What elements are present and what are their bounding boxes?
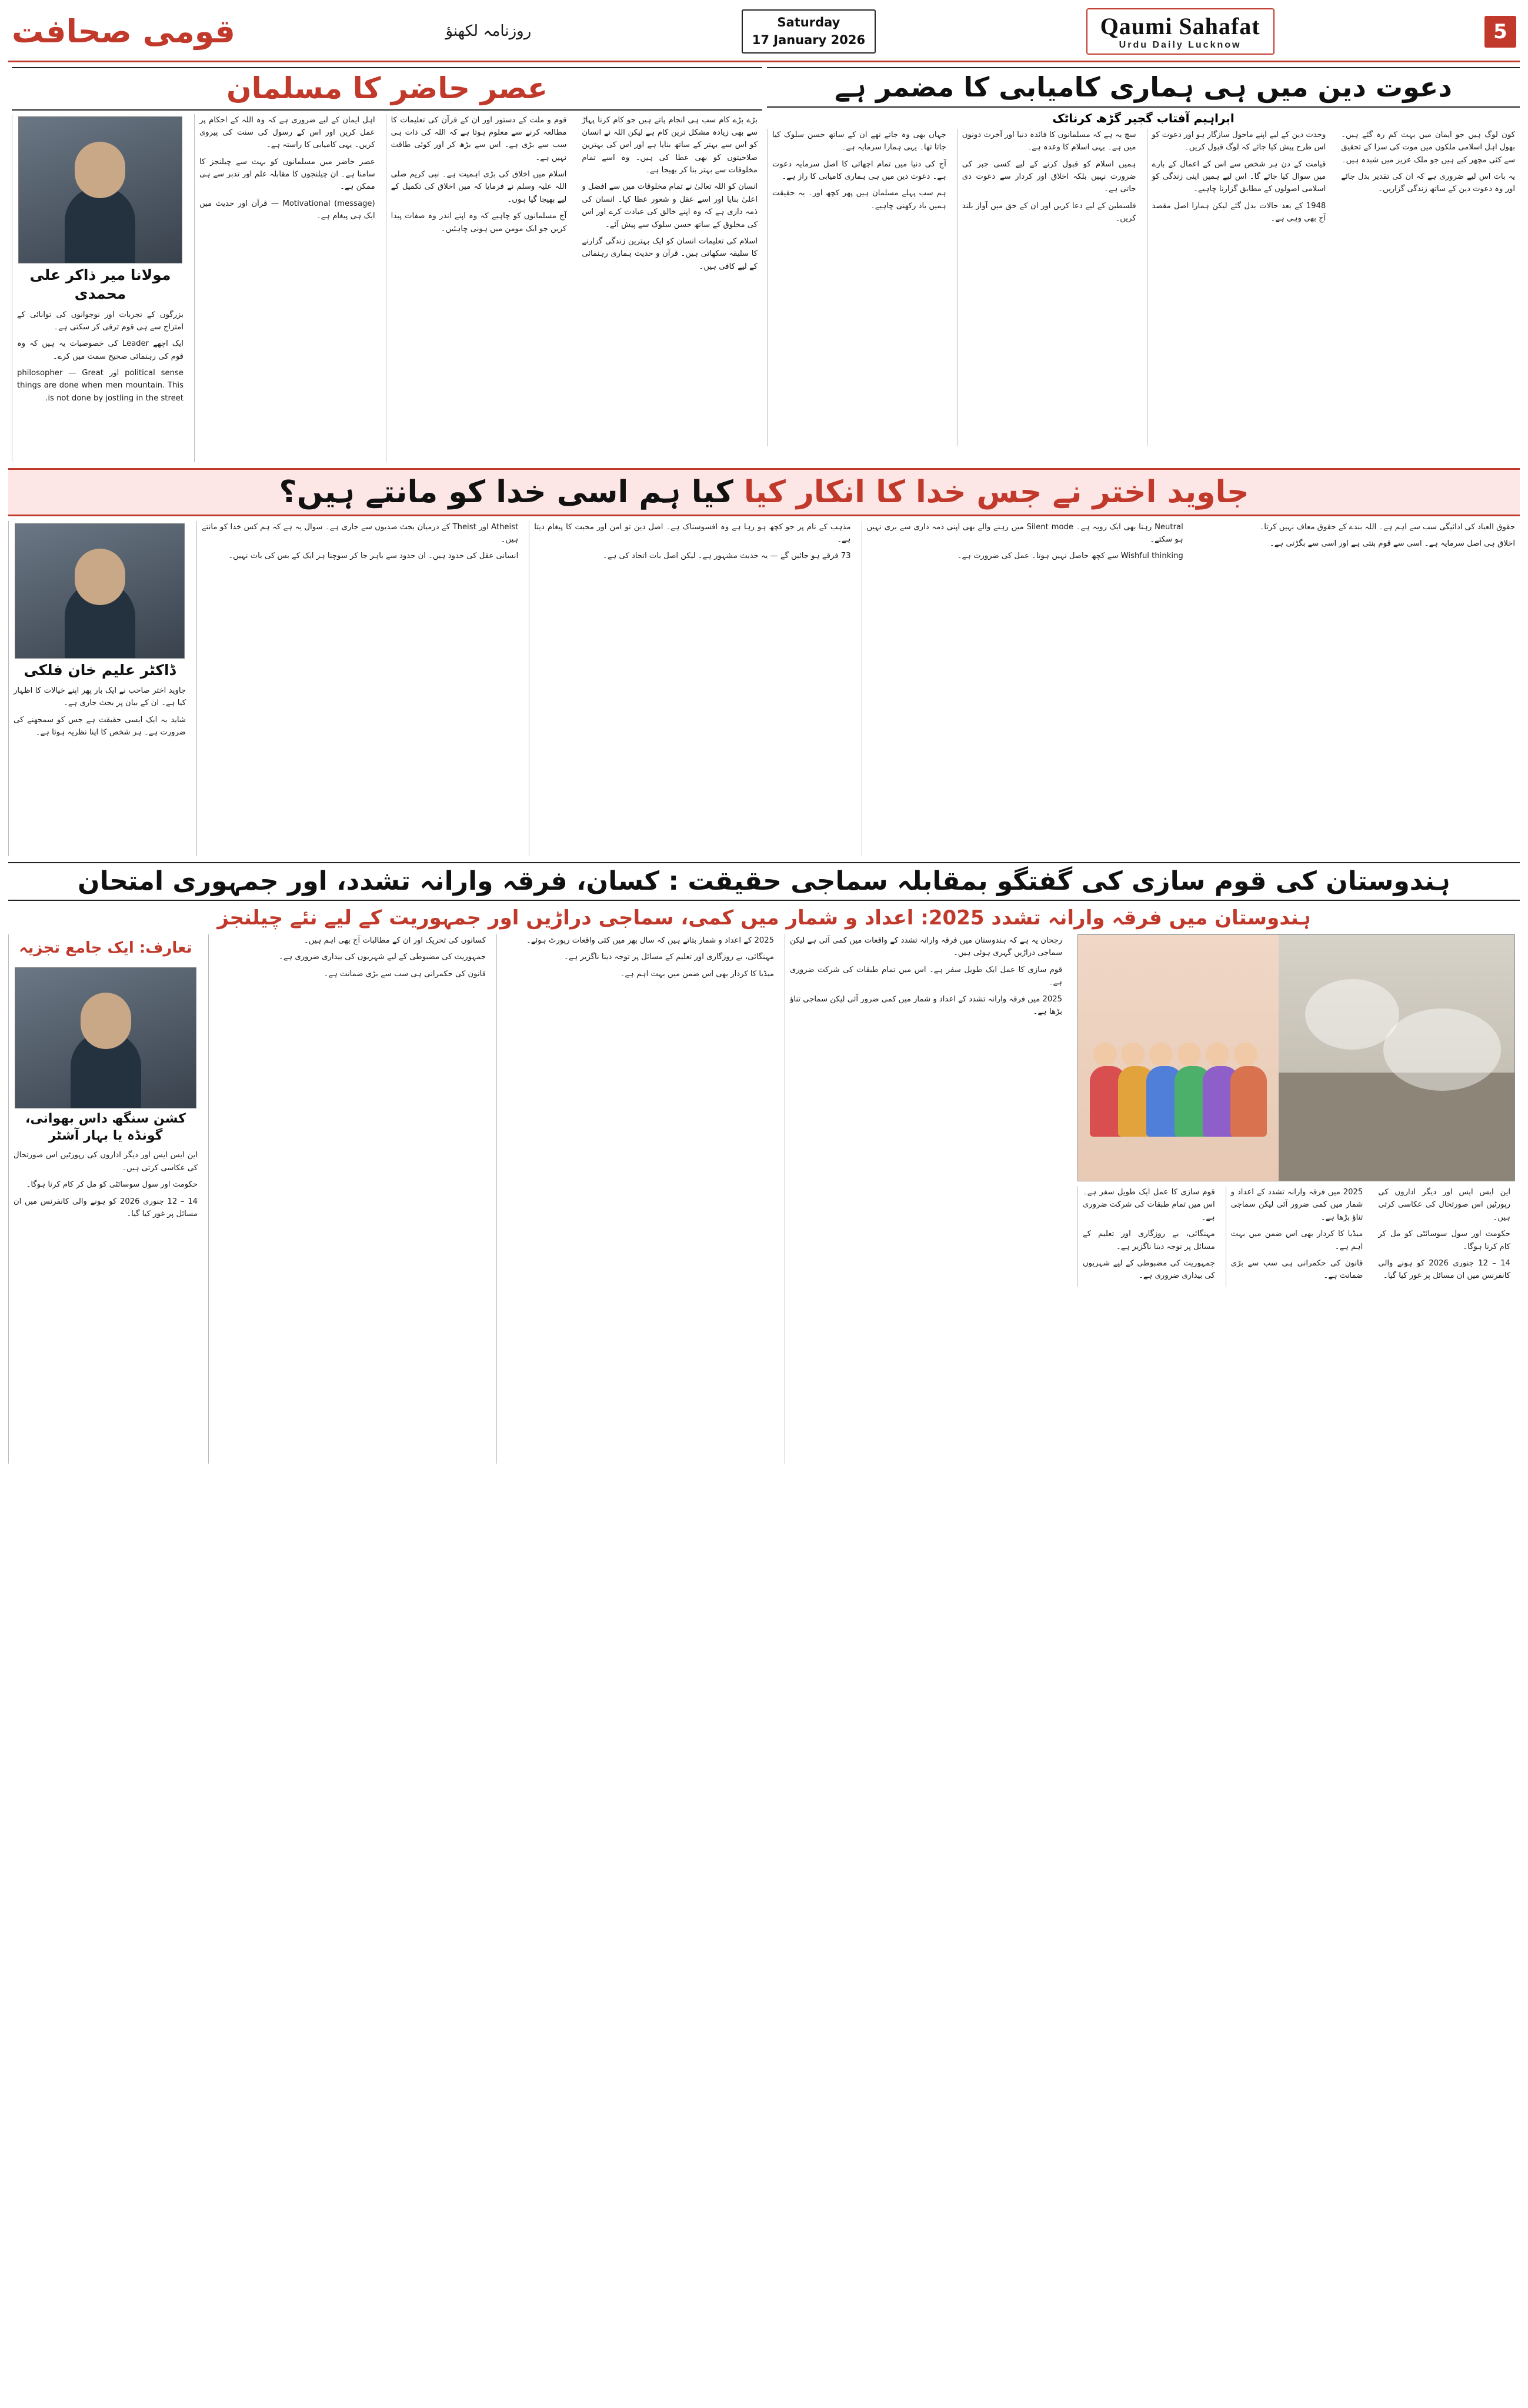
masthead bbox=[8, 6, 1520, 62]
author-photo-asr bbox=[18, 116, 182, 263]
asr-para: عصر حاضر میں مسلمانوں کو بہت سے چیلنجز کا سامنا ہے۔ ان چیلنجوں کا مقابلہ علم اور تدبر سے ہی ممکن ہے۔ bbox=[199, 157, 375, 192]
asr-para: انسان کو اللہ تعالیٰ نے تمام مخلوقات میں سے افضل و اعلیٰ بنایا اور اسے عقل و شعور عطا کیا۔ انسان کی ذمہ داری ہے کہ وہ اپنے خالق کی عبادت کرے اور اس کی مخلوق کے ساتھ حسن سلوک سے پیش آئے۔ bbox=[582, 182, 758, 229]
masthead-title-urdu: قومی صحافت bbox=[12, 13, 235, 50]
dawat-para: فلسطین کے لیے دعا کریں اور ان کے حق میں آواز بلند کریں۔ bbox=[962, 201, 1136, 223]
qaum-sazi-para: 2025 کے اعداد و شمار بتاتے ہیں کہ سال بھر میں کئی واقعات رپورٹ ہوئے۔ bbox=[526, 936, 774, 946]
javed-para: حقوق العباد کی ادائیگی سب سے اہم ہے۔ اللہ بندے کے حقوق معاف نہیں کرتا۔ bbox=[1259, 522, 1515, 532]
qaum-sazi-para: 2025 میں فرقہ وارانہ تشدد کے اعداد و شمار میں کمی ضرور آئی لیکن سماجی تناؤ بڑھا ہے۔ bbox=[1230, 1188, 1363, 1222]
asr-col-3 bbox=[194, 114, 380, 462]
dawat-col-2 bbox=[1147, 129, 1331, 446]
qaum-sazi-para: جمہوریت کی مضبوطی کے لیے شہریوں کی بیداری ضروری ہے۔ bbox=[279, 953, 486, 962]
masthead-date-day: Saturday bbox=[777, 15, 840, 30]
asr-para: Motivational (message) — قرآن اور حدیث میں ایک ہی پیغام ہے۔ bbox=[199, 199, 375, 221]
qaum-sazi-illustration-subcols bbox=[1077, 1186, 1515, 1287]
masthead-date bbox=[742, 9, 876, 54]
dawat-para: 1948 کے بعد حالات بدل گئے لیکن ہمارا اصل مقصد آج بھی وہی ہے۔ bbox=[1152, 201, 1326, 223]
dawat-col-1 bbox=[1336, 129, 1520, 446]
qaum-sazi-para: کسانوں کی تحریک اور ان کے مطالبات آج بھی اہم ہیں۔ bbox=[304, 936, 486, 946]
qaum-sazi-sub-col-3 bbox=[1077, 1186, 1220, 1287]
headline-javed bbox=[8, 468, 1520, 516]
javed-para: جاوید اختر صاحب نے ایک بار پھر اپنے خیالات کا اظہار کیا ہے۔ ان کے بیان پر بحث جاری ہے۔ bbox=[14, 686, 186, 708]
qaum-sazi-para: حکومت اور سول سوسائٹی کو مل کر کام کرنا ہوگا۔ bbox=[1378, 1230, 1510, 1251]
qaum-sazi-para: 2025 میں فرقہ وارانہ تشدد کے اعداد و شمار میں کمی ضرور آئی لیکن سماجی تناؤ بڑھا ہے۔ bbox=[790, 994, 1062, 1016]
dawat-col-3 bbox=[957, 129, 1141, 446]
masthead-logo-line1: Qaumi Sahafat bbox=[1100, 13, 1260, 39]
dawat-para: سچ یہ ہے کہ مسلمانوں کا فائدہ دنیا اور آخرت دونوں میں ہے۔ یہی اسلام کا وعدہ ہے۔ bbox=[962, 130, 1136, 152]
asr-para: اسلام میں اخلاق کی بڑی اہمیت ہے۔ نبی کریم صلی اللہ علیہ وسلم نے فرمایا کہ میں اخلاق کی تکمیل کے لیے بھیجا گیا ہوں۔ bbox=[391, 170, 567, 204]
qaum-sazi-para: 14 – 12 جنوری 2026 کو ہونے والی کانفرنس میں ان مسائل پر غور کیا گیا۔ bbox=[1378, 1258, 1510, 1281]
qaum-sazi-para: میڈیا کا کردار بھی اس ضمن میں بہت اہم ہے۔ bbox=[1230, 1230, 1363, 1251]
qaum-sazi-para: قوم سازی کا عمل ایک طویل سفر ہے۔ اس میں تمام طبقات کی شرکت ضروری ہے۔ bbox=[790, 965, 1062, 987]
qaum-sazi-para: رجحان یہ ہے کہ ہندوستان میں فرقہ وارانہ تشدد کے واقعات میں کمی آئی ہے لیکن سماجی دراڑیں گہری ہوئی ہیں۔ bbox=[790, 936, 1062, 958]
qaum-sazi-para: میڈیا کا کردار بھی اس ضمن میں بہت اہم ہے۔ bbox=[620, 969, 774, 978]
asr-para: اہل ایمان کے لیے ضروری ہے کہ وہ اللہ کے احکام پر عمل کریں اور اس کے رسول کی سنت کی پیروی کریں۔ یہی کامیابی کا راستہ ہے۔ bbox=[199, 115, 375, 150]
author-name-javed: ڈاکٹر علیم خان فلکی bbox=[24, 661, 176, 679]
qaum-sazi-sub-col-1 bbox=[1373, 1186, 1515, 1287]
author-name-qaum-sazi: کشن سنگھ داس بھوانی، گونڈہ یا بہار آشٹر bbox=[25, 1111, 186, 1143]
author-box-qaum-sazi bbox=[14, 965, 198, 1149]
javed-para: 73 فرقے ہو جائیں گے — یہ حدیث مشہور ہے۔ لیکن اصل بات اتحاد کی ہے۔ bbox=[603, 552, 851, 561]
masthead-logo-line2: Urdu Daily Lucknow bbox=[1119, 40, 1242, 50]
qaum-sazi-para: جمہوریت کی مضبوطی کے لیے شہریوں کی بیداری ضروری ہے۔ bbox=[1082, 1258, 1215, 1281]
qaum-sazi-para: قوم سازی کا عمل ایک طویل سفر ہے۔ اس میں تمام طبقات کی شرکت ضروری ہے۔ bbox=[1082, 1188, 1215, 1222]
asr-para: بزرگوں کے تجربات اور نوجوانوں کی توانائی کے امتزاج سے ہی قوم ترقی کر سکتی ہے۔ bbox=[16, 310, 184, 332]
headline-dawat-text: دعوت دین میں ہی ہماری کامیابی کا مضمر ہے bbox=[835, 71, 1452, 103]
qaum-sazi-para: قانون کی حکمرانی ہی سب سے بڑی ضمانت ہے۔ bbox=[323, 969, 486, 978]
headline-javed-red: جاوید اختر نے جس خدا کا انکار کیا bbox=[743, 474, 1249, 510]
dawat-columns bbox=[767, 129, 1520, 446]
javed-para: انسانی عقل کی حدود ہیں۔ ان حدود سے باہر جا کر سوچنا ہر ایک کے بس کی بات نہیں۔ bbox=[228, 552, 519, 561]
author-name-asr: مولانا میر ذاکر علی محمدی bbox=[29, 266, 171, 302]
asr-para: بڑے بڑے کام سب ہی انجام پاتے ہیں جو کام کرنا پہاڑ سے بھی زیادہ مشکل ترین کام ہے لیکن اللہ نے انسان کو اس سے بہتر کے ساتھ بنایا ہے اور اس کی بہترین صلاحیتوں کو بھی عطا کی ہیں۔ وہ اسے تمام مخلوقات سے بہتر بنا کر بھیجا ہے۔ bbox=[582, 115, 758, 175]
masthead-logo bbox=[1086, 8, 1275, 55]
javed-para: اخلاق ہی اصل سرمایہ ہے۔ اسی سے قوم بنتی ہے اور اسی سے بگڑتی ہے۔ bbox=[1270, 539, 1515, 548]
masthead-date-full: 17 January 2026 bbox=[752, 32, 866, 47]
author-photo-qaum-sazi bbox=[15, 967, 196, 1108]
asr-para: آج مسلمانوں کو چاہیے کہ وہ اپنے اندر وہ صفات پیدا کریں جو ایک مومن میں ہونی چاہئیں۔ bbox=[391, 212, 567, 233]
qaum-sazi-para: قانون کی حکمرانی ہی سب سے بڑی ضمانت ہے۔ bbox=[1230, 1258, 1363, 1281]
page-number-badge: 5 bbox=[1484, 16, 1516, 48]
qaum-sazi-col-illustration bbox=[1073, 934, 1520, 1464]
qaum-sazi-para: مہنگائی، بے روزگاری اور تعلیم کے مسائل پر توجہ دینا ناگزیر ہے۔ bbox=[564, 953, 774, 962]
headline-asr bbox=[12, 67, 762, 111]
subheadline-qaum-sazi bbox=[8, 901, 1520, 934]
asr-para: قوم و ملت کے دستور اور ان کے قرآن کی تعلیمات کا مطالعہ کرنے سے معلوم ہوتا ہے کہ اللہ کی ذات ہی سب سے بڑی ہے۔ اس سے بڑھ کر اور کوئی طاقت نہیں ہے۔ bbox=[391, 115, 567, 162]
qaum-sazi-para: حکومت اور سول سوسائٹی کو مل کر کام کرنا ہوگا۔ bbox=[26, 1180, 198, 1190]
dawat-para: وحدت دین کے لیے اپنے ماحول سازگار ہو اور دعوت کو اس طرح پیش کیا جائے کہ لوگ قبول کریں۔ bbox=[1152, 130, 1326, 152]
qaum-sazi-para: این ایس ایس اور دیگر اداروں کی رپورٹیں اس صورتحال کی عکاسی کرتی ہیں۔ bbox=[1378, 1188, 1510, 1222]
dawat-para: ہم سب پہلے مسلمان ہیں پھر کچھ اور۔ یہ حقیقت ہمیں یاد رکھنی چاہیے۔ bbox=[772, 189, 946, 211]
headline-qaum-sazi bbox=[8, 862, 1520, 901]
asr-para: اسلام کی تعلیمات انسان کو ایک بہترین زندگی گزارنے کا سلیقہ سکھاتی ہیں۔ قرآن و حدیث ہماری رہنمائی کے لیے کافی ہیں۔ bbox=[582, 236, 758, 271]
headline-qaum-sazi-text: ہندوستان کی قوم سازی کی گفتگو بمقابلہ سماجی حقیقت : کسان، فرقہ وارانہ تشدد، اور جمہوری امتحان bbox=[78, 866, 1450, 896]
javed-para: شاید یہ ایک ایسی حقیقت ہے جس کو سمجھنے کی ضرورت ہے۔ ہر شخص کا اپنا نظریہ ہوتا ہے۔ bbox=[14, 715, 186, 737]
javed-col-1 bbox=[1194, 521, 1520, 856]
qaum-sazi-col-4 bbox=[208, 934, 491, 1464]
asr-author-col bbox=[12, 114, 188, 462]
article-asr-e-hazir bbox=[12, 67, 762, 462]
asr-columns bbox=[12, 114, 762, 462]
javed-para: Wishful thinking سے کچھ حاصل نہیں ہوتا۔ عمل کی ضرورت ہے۔ bbox=[957, 552, 1183, 561]
byline-dawat: ابراہیم آفتاب گجیر گڑھ کرناٹک bbox=[1052, 111, 1235, 125]
subheadline-text: ہندوستان میں فرقہ وارانہ تشدد 2025: اعداد و شمار میں کمی، سماجی دراڑیں اور جمہوریت کے لیے نئے چیلنجز bbox=[217, 906, 1311, 930]
headline-dawat bbox=[767, 67, 1520, 108]
qaum-sazi-para: مہنگائی، بے روزگاری اور تعلیم کے مسائل پر توجہ دینا ناگزیر ہے۔ bbox=[1082, 1230, 1215, 1251]
article-dawat-e-deen bbox=[767, 67, 1520, 462]
asr-para: ایک اچھے Leader کی خصوصیات یہ ہیں کہ وہ قوم کی رہنمائی صحیح سمت میں کرے۔ bbox=[16, 339, 184, 361]
dawat-para: کون لوگ ہیں جو ایمان میں بہت کم رہ گئے ہیں۔ بھول اہل اسلامی ملکوں میں موت کی سزا کے تحقیق سے کئی مچھر کیے ہیں جو ملک عزیز میں شیدہ ہیں۔ bbox=[1341, 130, 1515, 165]
author-box-javed bbox=[14, 521, 186, 685]
javed-col-2 bbox=[862, 521, 1188, 856]
headline-javed-black: کیا ہم اسی خدا کو مانتے ہیں؟ bbox=[279, 474, 733, 510]
javed-col-3 bbox=[529, 521, 855, 856]
qaum-sazi-sub-col-2 bbox=[1226, 1186, 1368, 1287]
asr-col-1 bbox=[577, 114, 762, 462]
dawat-para: قیامت کے دن ہر شخص سے اس کے اعمال کے بارے میں سوال کیا جائے گا۔ اس لیے ہمیں اپنی زندگی کو اسلامی اصولوں کے مطابق گزارنا چاہیے۔ bbox=[1152, 159, 1326, 194]
asr-col-2 bbox=[386, 114, 572, 462]
riot-illustration-photo bbox=[1077, 934, 1515, 1181]
dawat-para: یہ بات اس لیے ضروری ہے کہ ان کی تقدیر بدل جائے اور وہ دعوت دین کے ساتھ زندگی گزاریں۔ bbox=[1341, 172, 1515, 194]
headline-asr-text: عصر حاضر کا مسلمان bbox=[226, 71, 548, 105]
qaum-sazi-columns bbox=[8, 934, 1520, 1464]
dawat-para: ہمیں اسلام کو قبول کرنے کے لیے کسی جبر کی ضرورت نہیں بلکہ اخلاق اور کردار سے دعوت دی جاتی ہے۔ bbox=[962, 159, 1136, 194]
javed-author-col bbox=[8, 521, 191, 856]
author-box-asr bbox=[17, 114, 184, 309]
qaum-sazi-author-col bbox=[8, 934, 202, 1464]
javed-para: Atheist اور Theist کے درمیان بحث صدیوں سے جاری ہے۔ سوال یہ ہے کہ ہم کس خدا کو مانتے ہیں۔ bbox=[202, 522, 519, 544]
article-qaum-sazi bbox=[8, 862, 1520, 1464]
javed-columns bbox=[8, 521, 1520, 856]
qaum-sazi-para: این ایس ایس اور دیگر اداروں کی رپورٹیں اس صورتحال کی عکاسی کرتی ہیں۔ bbox=[14, 1151, 198, 1173]
author-photo-javed bbox=[15, 523, 185, 659]
masthead-subtitle-urdu: روزنامہ لکھنؤ bbox=[445, 22, 532, 40]
dawat-col-4 bbox=[767, 129, 951, 446]
qaum-sazi-col-2 bbox=[785, 934, 1067, 1464]
dawat-para: جہاں بھی وہ جاتے تھے ان کے ساتھ حسن سلوک کیا جاتا تھا۔ یہی ہمارا سرمایہ ہے۔ bbox=[772, 130, 946, 152]
asr-para: political sense اور philosopher — Great things are done when men mountain. This is not done by jostling in the street. bbox=[16, 369, 184, 403]
javed-para: مذہب کے نام پر جو کچھ ہو رہا ہے وہ افسوسناک ہے۔ اصل دین تو امن اور محبت کا پیغام دیتا ہے۔ bbox=[534, 522, 851, 544]
article-javed-akhtar bbox=[8, 468, 1520, 856]
javed-para: Neutral رہنا بھی ایک رویہ ہے۔ Silent mode میں رہنے والے بھی اپنی ذمہ داری سے بری نہیں ہو سکتے۔ bbox=[866, 522, 1183, 544]
javed-col-4 bbox=[196, 521, 523, 856]
dawat-para: آج کی دنیا میں تمام اچھائی کا اصل سرمایہ دعوت ہے۔ دعوت دین میں ہی ہماری کامیابی کا راز ہے۔ bbox=[772, 159, 946, 182]
section-top bbox=[8, 67, 1520, 462]
qaum-sazi-para: 14 – 12 جنوری 2026 کو ہونے والی کانفرنس میں ان مسائل پر غور کیا گیا۔ bbox=[14, 1197, 198, 1218]
cartoon-crowd-illustration bbox=[1078, 935, 1279, 1181]
intro-label: تعارف: ایک جامع تجزیہ bbox=[19, 939, 192, 957]
qaum-sazi-col-3 bbox=[496, 934, 779, 1464]
